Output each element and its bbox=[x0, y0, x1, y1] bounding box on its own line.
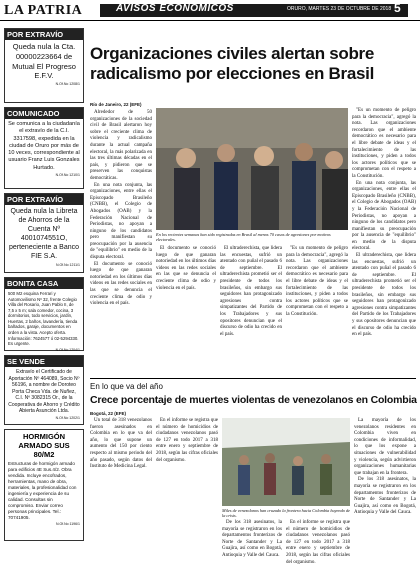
article2-column-1 bbox=[90, 418, 152, 544]
paragraph: La mayoría de los venezolanos residentes en Colombia viven en condiciones de informalidad, lo que los expone a situaciones de vulnerabilidad y violencia, según advirtieron organizaciones humanitarias que trabajan en la frontera. bbox=[354, 418, 416, 476]
classified-ad bbox=[4, 193, 84, 273]
ad-ref: N.Of.No 1211/1 bbox=[55, 262, 80, 267]
paragraph: Un total de 318 venezolanos fueron asesinados en Colombia en lo que va del año, lo que supone un aumento del 150 por ciento respecto al mismo periodo del año pasado, según datos del Instituto de Medicina Legal. bbox=[90, 418, 152, 470]
article1-byline: Río de Janeiro, 22 (EFE) bbox=[90, 102, 142, 107]
section-divider bbox=[90, 378, 416, 379]
crowd-photo-icon bbox=[156, 108, 348, 230]
paragraph: "Es un momento de peligro para la democracia", agregó la nota. Las organizaciones recordaron que el ambiente democrático es necesario para el libre debate de ideas y el fortalecimiento de las instituciones, y piden a todos los actores políticos que se comprometan con el respeto a la Constitución. bbox=[286, 246, 348, 317]
article2-byline: Bogotá, 22 (EFE) bbox=[90, 411, 127, 416]
article2-column-2 bbox=[156, 418, 218, 544]
article1-column-4 bbox=[286, 246, 348, 374]
paragraph: En el informe se registra que el número de homicidios de ciudadanos venezolanos pasó de 127 en todo 2017 a 318 entre enero y septiembre de 2018, según las cifras oficiales del organismo. bbox=[156, 418, 218, 463]
border-crossing-photo-icon bbox=[222, 418, 350, 506]
paragraph: El ultraderechista, que lidera las encuestas, sufrió un atentado con puñal el pasado 6 de septiembre. El ultraderechista prometió ser el presidente de todos los brasileños, sin embargo sus seguidores han protagonizado agresiones contra simpatizantes del Partido de los Trabajadores y sus opositores denuncian que el discurso de odio ha crecido en el país. bbox=[220, 246, 282, 337]
article1-column-5 bbox=[352, 108, 416, 374]
paragraph: El documento se conoció luego de que ganaran notoriedad en los últimos días videos en las redes sociales en las que se denuncia el creciente clima de odio y violencia en el país. bbox=[90, 261, 152, 307]
ad-title: POR EXTRAVÍO bbox=[5, 29, 83, 40]
section-title: AVISOS ECONÓMICOS bbox=[116, 3, 234, 14]
ad-title: SE VENDE bbox=[5, 356, 83, 367]
classified-ad bbox=[4, 28, 84, 103]
classifieds-sidebar bbox=[0, 22, 86, 546]
ad-body: Estructuras de hormigón armado para edificios 4E Sus.4/2. Obra vendida. Incluye encofrados, herramientas, mano de obra, materiales, la profesionalidad con ingeniería y experiencia de su calidad. Consultas sin compromiso. Enviar correo personas principales. Tel.: 70741905. bbox=[8, 461, 77, 520]
article2-headline: Crece porcentaje de muertes violentas de venezolanos en Colombia bbox=[90, 394, 417, 406]
classified-ad bbox=[4, 429, 84, 541]
ad-ref: N.Of.No 1204/1 bbox=[55, 347, 80, 352]
ad-body: Extravío el Certificado de Aportación Nº 464089, Socio Nº 56196, a nombre de Doroteo Porta Checa Vda. de Nuñez, C.I. Nº 3082315 Or., de la Cooperativa de Ahorro y Crédito Abierta Asunción Ltda. bbox=[8, 369, 80, 414]
paragraph: En una nota conjunta, las organizaciones, entre ellas el Episcopado Brasileño (CNBB), el Colegio de Abogados (OAB) y la Federación Nacional de Periodistas, no apoyan a ninguno de los candidatos pero manifiestan su preocupación por la ausencia de "equilibrio" en medio de la disputa electoral. bbox=[352, 180, 416, 252]
paragraph: En el informe se registra que el número de homicidios de ciudadanos venezolanos pasó de 127 en todo 2017 a 318 entre enero y septiembre de 2018, según las cifras oficiales del organismo. bbox=[286, 520, 350, 565]
ad-ref: N.Of.No 1196/1 bbox=[55, 521, 80, 526]
ad-ref: N.Of.No 1208/1 bbox=[55, 82, 80, 86]
ad-ref: N.Of.No 1210/1 bbox=[55, 172, 80, 177]
paragraph: En una nota conjunta, las organizaciones, entre ellas el Episcopado Brasileño (CNBB), el Colegio de Abogados (OAB) y la Federación Nacional de Periodistas, no apoyan a ninguno de los candidatos pero manifiestan su preocupación por la ausencia de "equilibrio" en medio de la disputa electoral. bbox=[90, 182, 152, 261]
classified-ad bbox=[4, 107, 84, 189]
article1-headline: Organizaciones civiles alertan sobre radicalismo por elecciones en Brasil bbox=[90, 44, 374, 83]
paragraph: "Es un momento de peligro para la democracia", agregó la nota. Las organizaciones recordaron que el ambiente democrático es necesario para el libre debate de ideas y el fortalecimiento de las instituciones, y piden a todos los actores políticos que se comprometan con el respeto a la Constitución. bbox=[352, 108, 416, 179]
ad-body: Queda nula la Libreta de Ahorros de la Cuenta Nº 4001074551O, perteneciente a Banco FIE S.A. bbox=[8, 208, 80, 261]
masthead bbox=[0, 0, 420, 22]
ad-body: 500 M2 esquina Ferrari y Automovilismo Nº 32, frente Colegio Villa del Rosario, Juan Pablo II, de 7,5 x 5 m; sala comedor, cocina, 3 dormitorios, todo servicios, jardín, Huertas, 2 baños, lavandería, tienda bañados, garaje, documentos en orden a la vista. Acepto oferta. Información: 7624577 ó 02-5294330. Es urgente. bbox=[8, 291, 79, 347]
ad-title: COMUNICADO bbox=[5, 108, 83, 119]
article2-kicker: En lo que va del año bbox=[90, 382, 163, 391]
classified-ad bbox=[4, 355, 84, 425]
article1-photo bbox=[156, 108, 348, 230]
article1-column-2 bbox=[156, 246, 216, 374]
masthead-rule bbox=[0, 20, 420, 21]
article1-column-1 bbox=[90, 110, 152, 307]
paragraph: El documento se conoció luego de que ganaran notoriedad en los últimos días videos en las redes sociales en las que se denuncia el creciente clima de odio y violencia en el país. bbox=[156, 246, 216, 291]
article1-caption: En los recientes semanas han sido registradas en Brasil al menos 70 casos de agresiones por motivos electorales. bbox=[156, 232, 331, 243]
dateline: ORURO, MARTES 23 DE OCTUBRE DE 2018 bbox=[287, 6, 392, 12]
ad-body: Se comunica a la ciudadanía el extravío de la C.I. 3317598, expedida en la ciudad de Oruro por más de 10 veces, correspondiente al usuario Franz Luis Gonzales Hurtado. bbox=[8, 121, 80, 171]
article1-column-3 bbox=[220, 246, 282, 374]
article2-caption: Miles de venezolanos han cruzado la frontera hacia Colombia huyendo de la crisis. bbox=[222, 508, 351, 519]
main-content bbox=[88, 22, 418, 565]
ad-title: HORMIGÓN ARMADO SUS 80/M2 bbox=[8, 432, 80, 459]
classified-ad bbox=[4, 277, 84, 351]
ad-title: BONITA CASA bbox=[5, 278, 83, 289]
paragraph: Alrededor de 50 organizaciones de la sociedad civil de Brasil alertaron hoy sobre el creciente clima de violencia y radicalismo durante la actual campaña electoral, la más polarizada en las tres últimas décadas en el país, y pidieron que se preserven las conquistas democráticas. bbox=[90, 110, 152, 181]
article2-column-3 bbox=[222, 520, 282, 558]
ad-title: POR EXTRAVÍO bbox=[5, 194, 83, 205]
article2-photo bbox=[222, 418, 350, 506]
article2-column-3b bbox=[286, 520, 350, 565]
page-number: 5 bbox=[394, 1, 401, 15]
article2-column-4 bbox=[354, 418, 416, 544]
ad-ref: N.Of.No 1202/1 bbox=[55, 415, 80, 420]
paragraph: De los 318 asesinatos, la mayoría se registraron en los departamentos fronterizos de Norte de Santander y La Guajira, así como en Bogotá, Antioquia y Valle del Cauca. bbox=[222, 520, 282, 558]
ad-body: Queda nula la Cta. 00000223664 de Mutual El Progreso E.F.V. bbox=[12, 42, 76, 81]
paragraph: De los 318 asesinatos, la mayoría se registraron en los departamentos fronterizos de Norte de Santander y La Guajira, así como en Bogotá, Antioquia y Valle del Cauca. bbox=[354, 477, 416, 516]
newspaper-logo: LA PATRIA bbox=[4, 3, 83, 18]
paragraph: El ultraderechista, que lidera las encuestas, sufrió un atentado con puñal el pasado 6 de septiembre. El ultraderechista prometió ser el presidente de todos los brasileños, sin embargo sus seguidores han protagonizado agresiones contra simpatizantes del Partido de los Trabajadores y sus opositores denuncian que el discurso de odio ha crecido en el país. bbox=[352, 253, 416, 338]
